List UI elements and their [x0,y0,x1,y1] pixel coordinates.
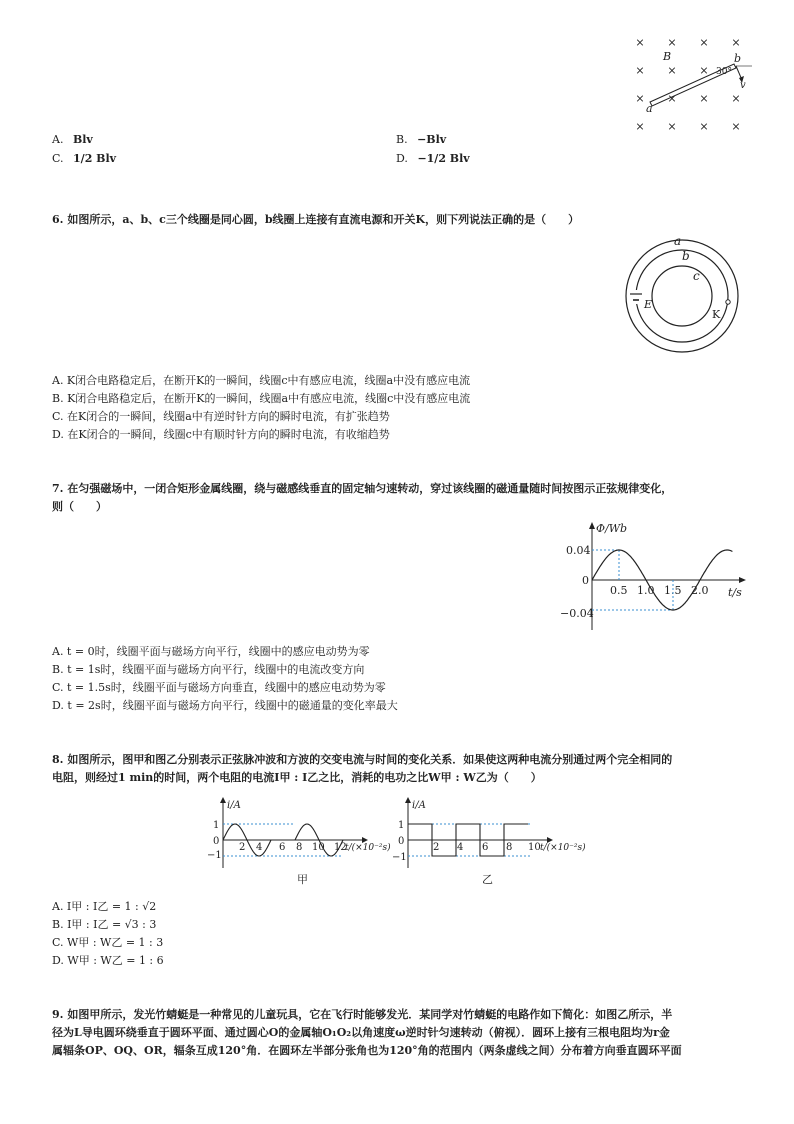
cross-mark: × [667,92,677,105]
x-tick-label: 4 [256,842,263,853]
q6-coils-figure [622,234,742,356]
q8-option-a[interactable]: A. I甲 : I乙 = 1 : √2 [52,900,157,913]
q8-option-d[interactable]: D. W甲 : W乙 = 1 : 6 [52,954,164,967]
x-tick-label: 6 [279,842,286,853]
y-tick-label: 0 [213,836,220,847]
q5-option-d[interactable]: D. −1/2 Blv [396,152,470,165]
cross-mark: × [635,92,645,105]
x-axis-label: t/(×10⁻²s) [540,843,586,853]
q9-text-line2: 径为L导电圆环绕垂直于圆环平面、通过圆心O的金属轴O₁O₂以角速度ω逆时针匀速转动（俯视）．圆环上接有三根电阻均为r金 [52,1026,670,1039]
q7-flux-chart [560,520,775,635]
q6-option-b[interactable]: B. K闭合电路稳定后，在断开K的一瞬间，线圈a中有感应电流，线圈c中没有感应电流 [52,392,471,405]
q7-stem-line1: 7. 在匀强磁场中，一闭合矩形金属线圈，绕与磁感线垂直的固定轴匀速转动，穿过该线圈的磁通量随时间按图示正弦规律变化， [52,482,673,495]
coil-a-label: a [674,234,682,248]
battery-E-label: E [644,298,653,311]
velocity-label: v [740,80,746,91]
coil-b [636,250,728,342]
coil-c [652,266,712,326]
q5-option-b[interactable]: B. −Blv [396,133,447,146]
y-axis-label: Φ/Wb [596,522,628,535]
q8-sine-pulse-chart [205,796,391,891]
x-tick-label: 6 [482,842,489,853]
y-tick-label: 1 [398,820,405,831]
q6-option-c[interactable]: C. 在K闭合的一瞬间，线圈a中有逆时针方向的瞬时电流，有扩张趋势 [52,410,390,423]
x-tick-label: 0.5 [610,584,628,597]
cross-mark: × [635,36,645,49]
cross-mark: × [731,36,741,49]
y-tick-label: 0.04 [566,544,591,557]
y-tick-label: −1 [207,850,222,861]
x-axis-label: t/s [728,586,742,599]
q6-option-a[interactable]: A. K闭合电路稳定后，在断开K的一瞬间，线圈c中有感应电流，线圈a中没有感应电流 [52,374,471,387]
cross-mark: × [699,36,709,49]
q8-stem-line2: 电阻，则经过1 min的时间，两个电阻的电流I甲 : I乙之比，消耗的电功之比W甲 : W乙为（ ） [52,771,542,784]
x-tick-label: 10 [312,842,325,853]
q5-option-a[interactable]: A. Blv [52,133,93,146]
coil-b-label: b [682,249,690,263]
switch-K [726,300,730,304]
q7-option-d[interactable]: D. t = 2s时，线圈平面与磁场方向平行，线圈中的磁通量的变化率最大 [52,699,398,712]
rod-end-b-label: b [734,52,742,65]
x-tick-label: 2 [433,842,440,853]
y-tick-label: 0 [582,574,589,587]
y-axis-label: i/A [412,800,426,811]
x-tick-label: 4 [457,842,464,853]
x-tick-label: 8 [296,842,303,853]
cross-mark: × [635,120,645,133]
y-axis-label: i/A [227,800,241,811]
switch-K-label: K [712,308,721,321]
q8-stem-line1: 8. 如图所示，图甲和图乙分别表示正弦脉冲波和方波的交变电流与时间的变化关系．如果使这两种电流分别通过两个完全相同的 [52,753,673,766]
y-tick-label: 0 [398,836,405,847]
q8-option-c[interactable]: C. W甲 : W乙 = 1 : 3 [52,936,164,949]
q7-option-c[interactable]: C. t = 1.5s时，线圈平面与磁场方向垂直，线圈中的感应电动势为零 [52,681,386,694]
x-tick-label: 8 [506,842,513,853]
y-tick-label: 1 [213,820,220,831]
x-axis-label: t/(×10⁻²s) [345,843,391,853]
x-tick-label: 1.5 [664,584,682,597]
cross-mark: × [699,120,709,133]
chart-caption: 乙 [482,873,493,886]
cross-mark: × [635,64,645,77]
q5-field-figure [628,30,758,135]
q9-text-line1: 9. 如图甲所示，发光竹蜻蜓是一种常见的儿童玩具，它在飞行时能够发光．某同学对竹蜻蜓的电路作如下简化：如图乙所示，半 [52,1008,673,1021]
y-tick-label: −1 [392,852,407,863]
cross-mark: × [699,92,709,105]
q8-square-wave-chart [390,796,595,891]
q5-option-c[interactable]: C. 1/2 Blv [52,152,117,165]
coil-c-label: c [693,269,700,283]
q6-stem: 6. 如图所示，a、b、c三个线圈是同心圆，b线圈上连接有直流电源和开关K，则下列说法正确的是（ ） [52,213,580,226]
angle-label: 30° [716,67,732,77]
x-tick-label: 1.0 [637,584,655,597]
chart-caption: 甲 [297,873,308,886]
x-tick-label: 12 [334,842,347,853]
cross-mark: × [731,92,741,105]
cross-mark: × [667,120,677,133]
q7-option-a[interactable]: A. t = 0时，线圈平面与磁场方向平行，线圈中的感应电动势为零 [52,645,370,658]
x-tick-label: 2 [239,842,246,853]
q7-stem-line2: 则（ ） [52,500,107,513]
rod-end-a-label: a [646,102,653,115]
x-tick-label: 2.0 [691,584,709,597]
y-tick-label: −0.04 [560,607,594,620]
x-tick-label: 10 [528,842,541,853]
q8-option-b[interactable]: B. I甲 : I乙 = √3 : 3 [52,918,157,931]
cross-mark: × [667,36,677,49]
cross-mark: × [699,64,709,77]
field-B-label: B [663,50,672,63]
cross-mark: × [731,120,741,133]
cross-mark: × [667,64,677,77]
q6-option-d[interactable]: D. 在K闭合的一瞬间，线圈c中有顺时针方向的瞬时电流，有收缩趋势 [52,428,390,441]
q9-text-line3: 属辐条OP、OQ、OR，辐条互成120°角．在圆环左半部分张角也为120°角的范围内（两条虚线之间）分布着方向垂直圆环平面 [52,1044,682,1057]
q7-option-b[interactable]: B. t = 1s时，线圈平面与磁场方向平行，线圈中的电流改变方向 [52,663,365,676]
